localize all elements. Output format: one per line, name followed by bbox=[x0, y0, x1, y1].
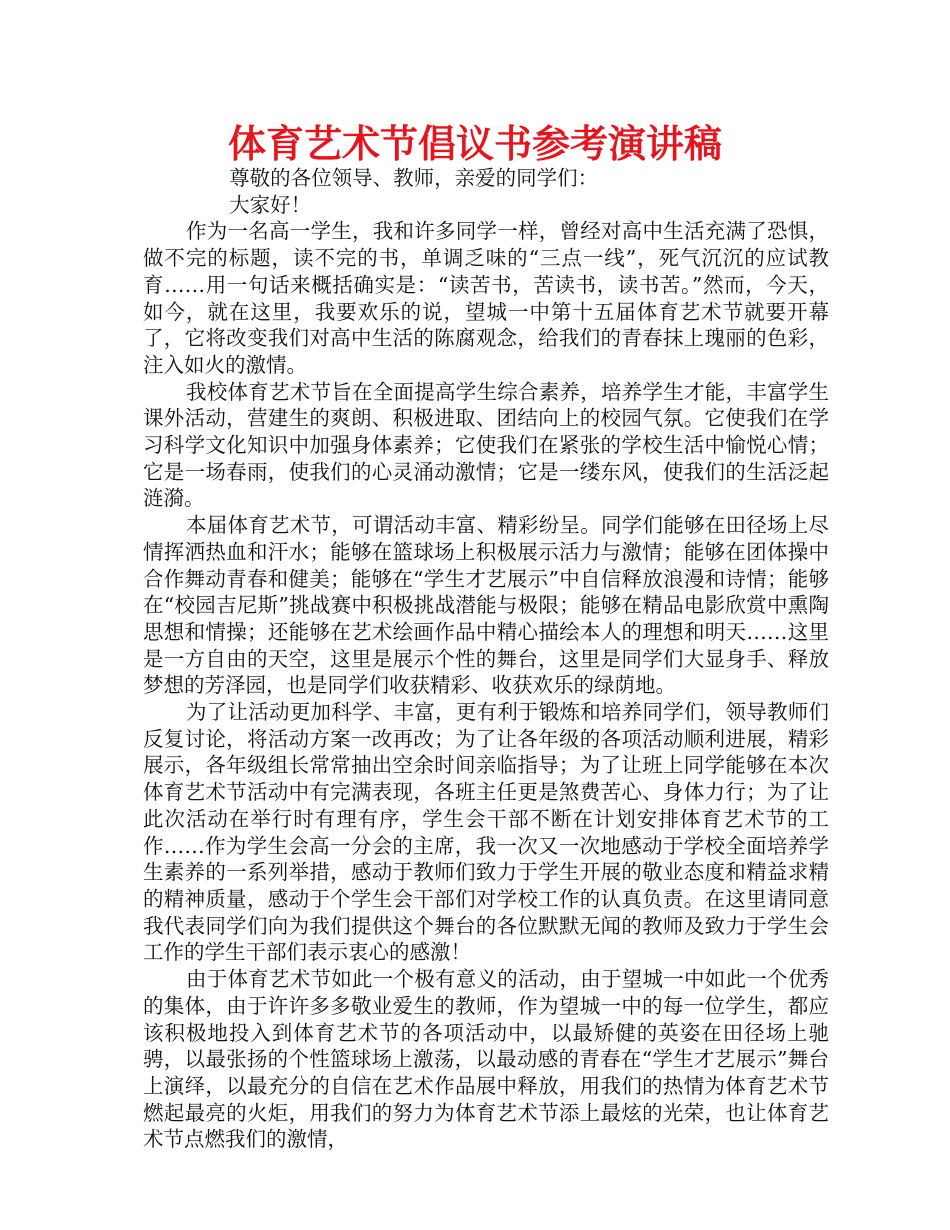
document-title: 体育艺术节倡议书参考演讲稿 bbox=[227, 122, 722, 166]
greeting: 大家好！ bbox=[229, 192, 312, 217]
paragraph-3: 本届体育艺术节，可谓活动丰富、精彩纷呈。同学们能够在田径场上尽情挥洒热血和汗水；能够在篮球场上积极展示活力与激情；能够在团体操中合作舞动青春和健美；能够在“学生才艺展示”中自信释放浪漫和诗情；能够在“校园吉尼斯”挑战赛中积极挑战潜能与极限；能够在精品电影欣赏中熏陶思想和情操；还能够在艺术绘画作品中精心描绘本人的理想和明天……这里是一方自由的天空，这里是展示个性的舞台，这里是同学们大显身手、释放梦想的芳泽园，也是同学们收获精彩、收获欢乐的绿荫地。 bbox=[143, 513, 829, 698]
paragraph-5: 由于体育艺术节如此一个极有意义的活动，由于望城一中如此一个优秀的集体，由于许许多多敬业爱生的教师，作为望城一中的每一位学生，都应该积极地投入到体育艺术节的各项活动中，以最矫健的英姿在田径场上驰骋，以最张扬的个性篮球场上激荡，以最动感的青春在“学生才艺展示”舞台上演绎，以最充分的自信在艺术作品展中释放，用我们的热情为体育艺术节燃起最亮的火炬，用我们的努力为体育艺术节添上最炫的光荣，也让体育艺术节点燃我们的激情， bbox=[143, 967, 829, 1152]
document-body bbox=[143, 165, 829, 1153]
salutation: 尊敬的各位领导、教师，亲爱的同学们： bbox=[229, 166, 599, 190]
paragraph-2: 我校体育艺术节旨在全面提高学生综合素养，培养学生才能，丰富学生课外活动，营建生的爽朗、积极进取、团结向上的校园气氛。它使我们在学习科学文化知识中加强身体素养；它使我们在紧张的学校生活中愉悦心情；它是一场春雨，使我们的心灵涌动激情；它是一缕东风，使我们的生活泛起涟漪。 bbox=[143, 379, 829, 511]
paragraph-1: 作为一名高一学生，我和许多同学一样，曾经对高中生活充满了恐惧，做不完的标题，读不完的书，单调乏味的“三点一线”，死气沉沉的应试教育……用一句话来概括确实是：“读苦书，苦读书，读书苦。”然而，今天，如今，就在这里，我要欢乐的说，望城一中第十五届体育艺术节就要开幕了，它将改变我们对高中生活的陈腐观念，给我们的青春抹上瑰丽的色彩，注入如火的激情。 bbox=[143, 219, 829, 377]
paragraph-4: 为了让活动更加科学、丰富，更有利于锻炼和培养同学们，领导教师们反复讨论，将活动方案一改再改；为了让各年级的各项活动顺利进展，精彩展示，各年级组长常常抽出空余时间亲临指导；为了让班上同学能够在本次体育艺术节活动中有完满表现，各班主任更是煞费苦心、身体力行；为了让此次活动在举行时有理有序，学生会干部不断在计划安排体育艺术节的工作……作为学生会高一分会的主席，我一次又一次地感动于学校全面培养学生素养的一系列举措，感动于教师们致力于学生开展的敬业态度和精益求精的精神质量，感动于个学生会干部们对学校工作的认真负责。在这里请同意我代表同学们向为我们提供这个舞台的各位默默无闻的教师及致力于学生会工作的学生干部们表示衷心的感激！ bbox=[143, 700, 829, 965]
